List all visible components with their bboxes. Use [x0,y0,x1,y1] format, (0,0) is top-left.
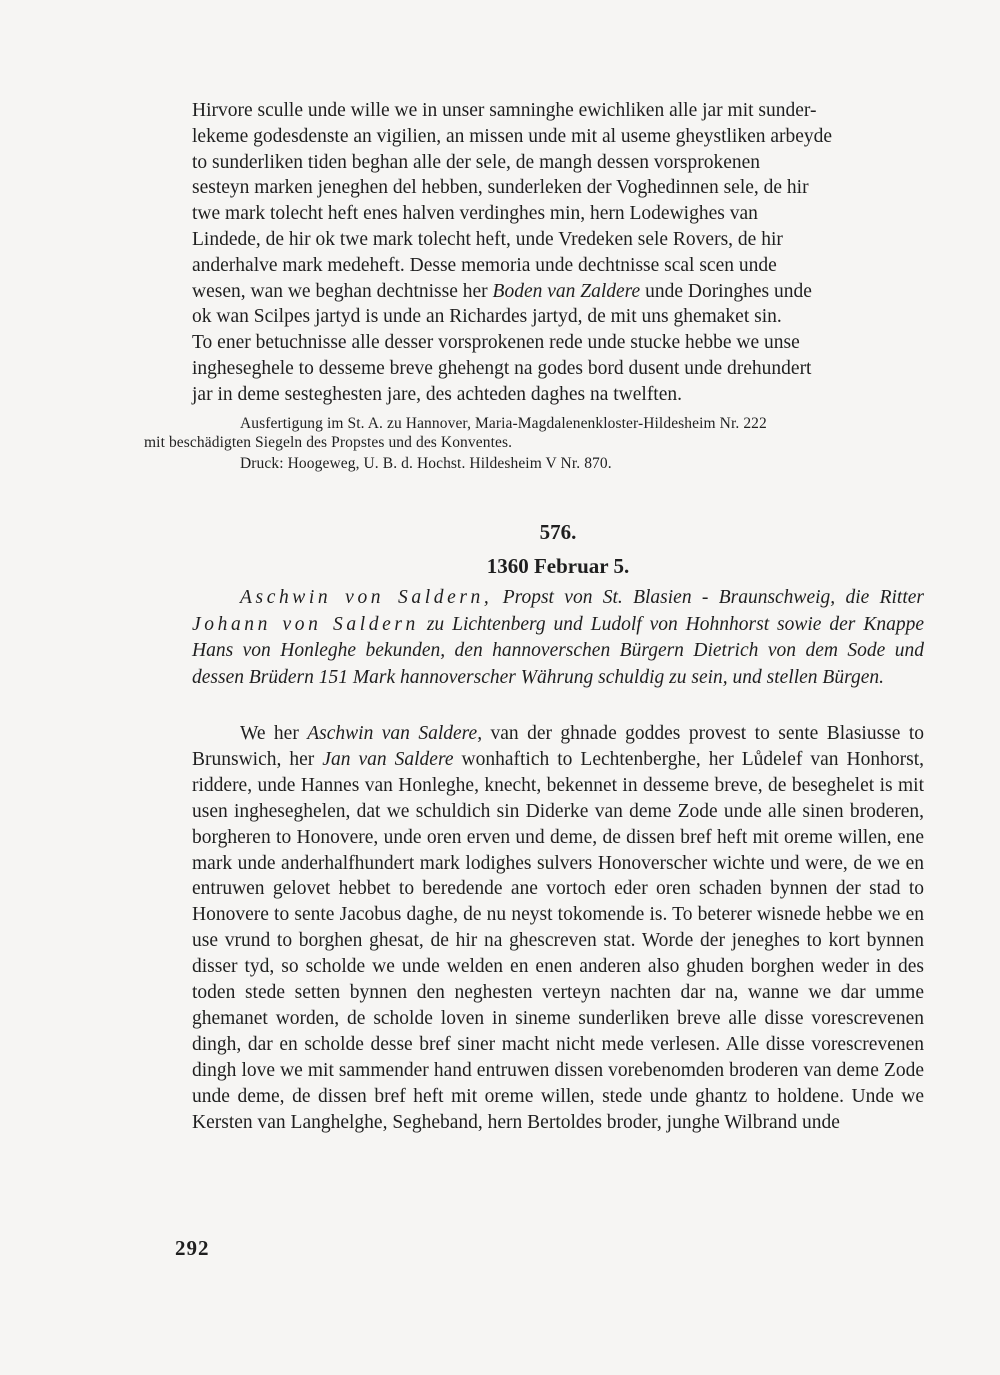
page-number: 292 [175,1236,210,1260]
paragraph-charter-end: Hirvore sculle unde wille we in unser samninghe ewichliken alle jar mit sunder- lekeme godesdenste an vigilien, an missen unde mit al useme gheystliken arbeyde to sunderliken tiden beghan alle der sele, de mangh dessen vorsprokenen sesteyn marken jeneghen del hebben, sunderleken der Voghedinnen sele, de hir twe mark tolecht heft enes halven verdinghes min, hern Lodewighes van Lindede, de hir ok twe mark tolecht heft, unde Vredeken sele Rovers, de hir anderhalve mark medeheft. Desse memoria unde dechtnisse scal scen unde wesen, wan we beghan dechtnisse her Boden van Zaldere unde Doringhes unde ok wan Scilpes jartyd is unde an Richardes jartyd, de mit uns ghemaket sin. To ener betuchnisse alle desser vorsprokenen rede unde stucke hebbe we unse ingheseghele to desseme breve ghehengt na godes bord dusent unde drehundert jar in deme sesteghesten jare, des achteden daghes na twelften. [192,100,833,405]
name-aschwin-van-saldere: Aschwin van Saldere, [307,723,483,744]
regest-text: Aschwin von Saldern, Propst von St. Blasien - Braunschweig, die Ritter Johann von Saldern zu Lichtenberg und Ludolf von Hohnhorst sowie der Knappe Hans von Honleghe bekunden, den hannoverschen Bürgern Dietrich von dem Sode und dessen Brüdern 151 Mark hannoverscher Währung schuldig zu sein, und stellen Bürgen. [192,587,924,688]
charter-text-main [192,721,924,1136]
regest [192,585,924,691]
name-jan-van-saldere: Jan van Saldere [322,748,454,770]
name-aschwin-von-saldern: Aschwin von Saldern, [240,587,493,608]
document-date: 1360 Februar 5. [486,554,630,578]
source-notes [144,414,924,473]
paragraph-charter-main: We her Aschwin van Saldere, van der ghnade goddes provest to sente Blasiusse to Brunswich, her Jan van Saldere wonhaftich to Lechtenberghe, her Lůdelef van Honhorst, riddere, unde Hannes van Honleghe, knecht, bekennet in desseme breve, de beseghelet is mit usen ingheseghelen, dat we schuldich sin Diderke van deme Zode unde alle sinen broderen, borgheren to Honovere, unde oren erven und deme, de dissen bref heft mit oreme willen, ene mark unde anderhalfhundert mark lodighes sulvers Honoverscher wichte und were, de we en entruwen gelovet hebbet to beredende ane vortoch eder oren schaden bynnen der stad to Honovere to sente Jacobus daghe, de nu neyst tokomende is. To beterer wisnede hebbe we en use vrund to borghen ghesat, de hir na ghescreven stat. Worde der jeneghes to kort bynnen disser tyd, so scholde we unde welden en enen anderen also ghuden borghen weder in des toden stede setten bynnen den neghesten verteyn nachten dar na, wanne we dar umme ghemanet worden, de scholde loven in sineme sunderliken breve alle disse vorescrevenen dingh, dar en scholde desse bref siner macht nicht mede verlesen. Alle disse vorescrevenen dingh love we mit sammender hand entruwen dissen vorebenomden broderen van deme Zode unde deme, de dissen bref heft mit oreme willen, stede unde ghantz to holdene. Unde we Kersten van Langhelghe, Segheband, hern Bertoldes broder, junghe Wilbrand unde [192,723,925,1133]
note-ausfertigung: Ausfertigung im St. A. zu Hannover, Maria-Magdalenenkloster-Hildesheim Nr. 222 mit beschädigten Siegeln des Propstes und des Konventes. [144,415,767,451]
charter-text-continuation [192,98,924,408]
note-druck: Druck: Hoogeweg, U. B. d. Hochst. Hildesheim V Nr. 870. [240,455,612,472]
name-boden-van-zaldere: Boden van Zaldere [492,280,641,302]
name-johann-von-saldern: Johann von Saldern [192,613,419,635]
document-number: 576. [539,520,577,544]
